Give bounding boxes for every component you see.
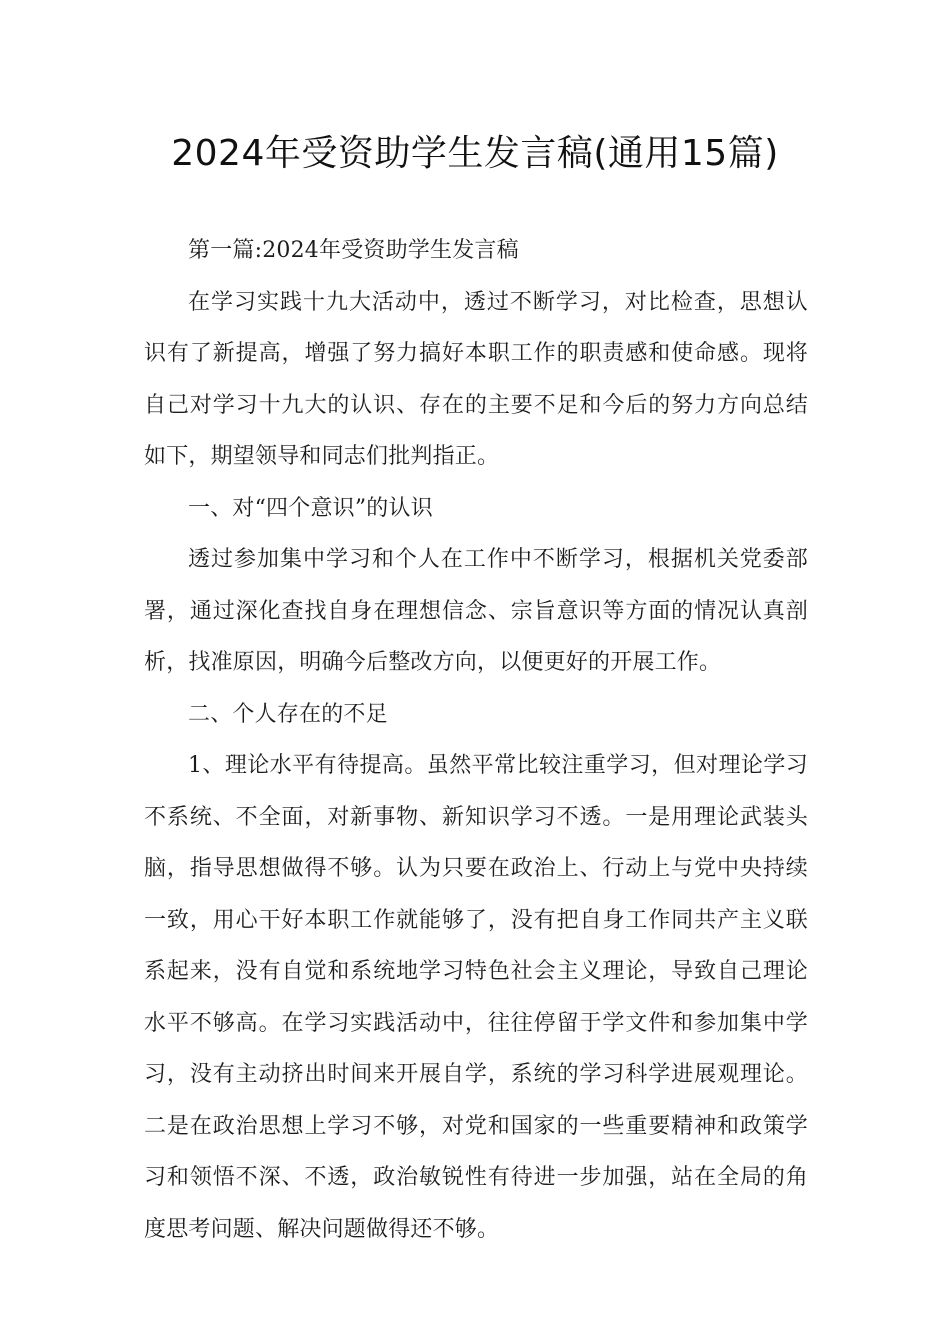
section-heading-first: 第一篇:2024年受资助学生发言稿 (188, 238, 519, 263)
intro-paragraph: 在学习实践十九大活动中，透过不断学习，对比检查，思想认识有了新提高，增强了努力搞好本职工作的职责感和使命感。现将自己对学习十九大的认识、存在的主要不足和今后的努力方向总结如下，期望领导和同志们批判指正。 (144, 289, 808, 469)
document-body (144, 225, 808, 1255)
document-title: 2024年受资助学生发言稿(通用15篇) (171, 133, 779, 174)
section-heading-awareness: 一、对“四个意识”的认识 (188, 495, 433, 521)
theory-level-paragraph: 1、理论水平有待提高。虽然平常比较注重学习，但对理论学习不系统、不全面，对新事物、新知识学习不透。一是用理论武装头脑，指导思想做得不够。认为只要在政治上、行动上与党中央持续一致，用心干好本职工作就能够了，没有把自身工作同共产主义联系起来，没有自觉和系统地学习特色社会主义理论，导致自己理论水平不够高。在学习实践活动中，往往停留于学文件和参加集中学习，没有主动挤出时间来开展自学，系统的学习科学进展观理论。二是在政治思想上学习不够，对党和国家的一些重要精神和政策学习和领悟不深、不透，政治敏锐性有待进一步加强，站在全局的角度思考问题、解决问题做得还不够。 (144, 753, 808, 1242)
section-heading-shortcomings: 二、个人存在的不足 (188, 701, 388, 727)
awareness-paragraph: 透过参加集中学习和个人在工作中不断学习，根据机关党委部署，通过深化查找自身在理想信念、宗旨意识等方面的情况认真剖析，找准原因，明确今后整改方向，以便更好的开展工作。 (144, 547, 808, 675)
